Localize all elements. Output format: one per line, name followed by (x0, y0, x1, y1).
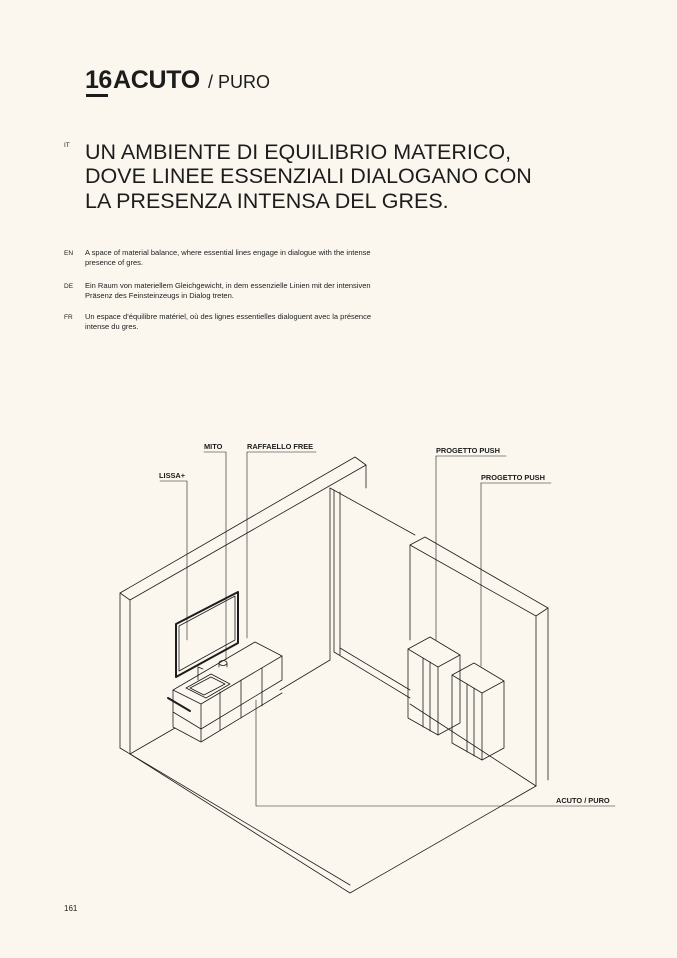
label-lissa-mirror: LISSA+ (159, 471, 186, 480)
label-progetto-push-2: PROGETTO PUSH (481, 473, 545, 482)
room-shell (120, 457, 548, 893)
label-acuto-puro: ACUTO / PURO (556, 796, 610, 805)
intro-text-fr: Un espace d’équilibre matériel, où des lignes essentielles dialoguent avec la présence intense du gres. (85, 312, 372, 331)
page-number: 161 (64, 904, 78, 913)
mirror (176, 592, 238, 677)
lang-code-de: DE (64, 283, 74, 290)
vanity-unit (168, 642, 282, 742)
chapter-number: 16 (85, 66, 112, 94)
collection-name: ACUTO (113, 66, 200, 94)
label-mito-tap: MITO (204, 442, 223, 451)
lang-code-en: EN (64, 250, 74, 257)
label-progetto-push-1: PROGETTO PUSH (436, 446, 500, 455)
intro-text-de: Ein Raum von materiellem Gleichgewicht, in dem essenzielle Linien mit der intensiven Präsenz des Feinsteinzeugs in Dialog treten. (85, 281, 371, 300)
intro-heading: UN AMBIENTE DI EQUILIBRIO MATERICO, DOVE LINEE ESSENZIALI DIALOGANO CON LA PRESENZA INTENSA DEL GRES. (85, 140, 532, 213)
lang-code-fr: FR (64, 314, 73, 321)
intro-text-en: A space of material balance, where essential lines engage in dialogue with the intense presence of gres. (85, 248, 371, 267)
label-raffaello-free: RAFFAELLO FREE (247, 442, 314, 451)
collection-subtitle: / PURO (208, 72, 271, 92)
lang-code-it: IT (64, 142, 70, 149)
callout-leaders (160, 452, 615, 806)
